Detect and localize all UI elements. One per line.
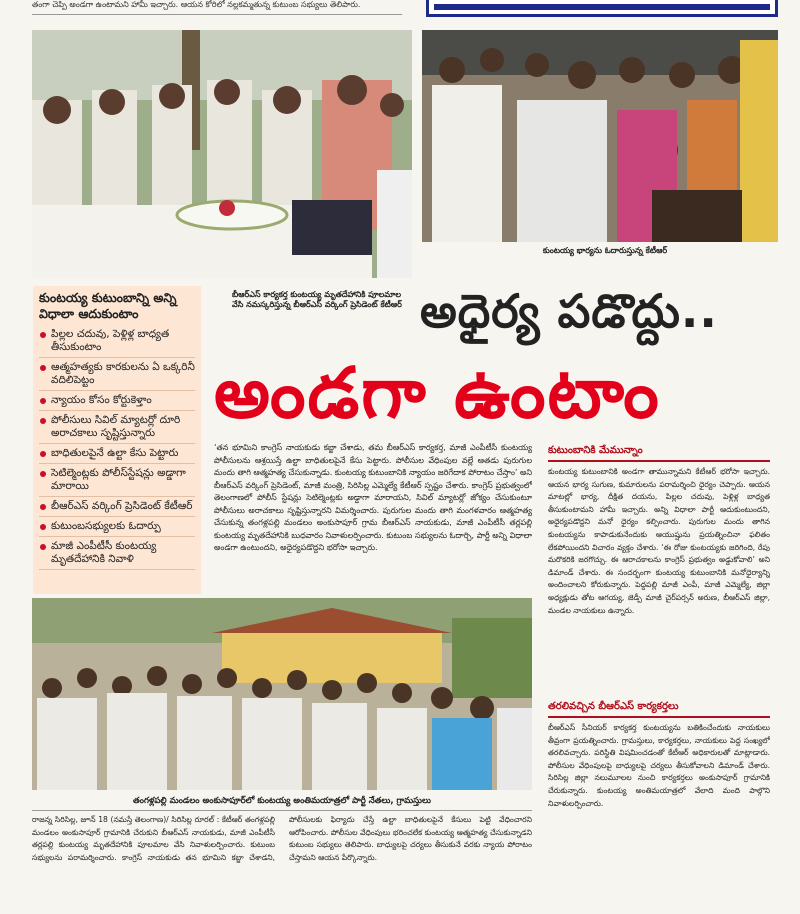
list-item: మాజీ ఎంపీటీసీ కుంటయ్య మృతదేహానికి నివాళి [39,540,195,570]
headline-line2: అండగా ఉంటాం [214,352,661,434]
photo-funeral-procession [32,598,532,790]
list-item: సెటిల్మెంట్లకు పోలీస్‌స్టేషన్లు అడ్డాగా మారాయి [39,467,195,497]
body-workers: బీఆర్ఎస్ సీనియర్ కార్యకర్త కుంటయ్యను బతికించేందుకు నాయకులు తీవ్రంగా ప్రయత్నించారు. గ్రామస్తులు, కార్యకర్తలు, నాయకులు పెద్ద సంఖ్యలో తరలివచ్చారు. పరిస్థితి విషమించడంతో కేటీఆర్ అధికారులతో మాట్లాడారు. పోలీసుల వేధింపులపై బాధ్యులపై చర్యలు తీసుకోవాలని డిమాండ్ చేశారు. సిరిసిల్ల జిల్లా నలుమూలల నుంచి కార్యకర్తలు అంకుసాపూర్ గ్రామానికి చేరుకున్నారు. కుంటయ్య అంతిమయాత్రలో వేలాది మంది పాల్గొని నివాళులర్పించారు. [548,723,770,808]
top-strip-text: తంగా చెప్పి అండగా ఉంటామని హామీ ఇచ్చారు. ఆయన కోరిలో నల్లకమ్మతున్న కుటుంబ సభ్యులు తెలిపారు. [32,0,361,9]
highlights-box [33,286,201,594]
lead-paragraph: ‘తన భూమిని కాంగ్రెస్ నాయకుడు కబ్జా చేశాడు, తమ బీఆర్ఎస్ కార్యకర్త, మాజీ ఎంపీటీసీ కుంటయ్య పోలీసులను ఆశ్రయిస్తే ఉల్టా బాధితులపైనే కేసు పెట్టారు. పోలీసుల వేధింపుల వల్లే ఆతడు పురుగుల మందు తాగి ఆత్మహత్య చేసుకున్నాడు. కుంటయ్య కుటుంబానికి న్యాయం జరిగేదాక పోరాటం చేస్తాం’ అని బీఆర్ఎస్ వర్కింగ్ ప్రెసిడెంట్, మాజీ మంత్రి, సిరిసిల్ల ఎమ్మెల్యే కేటీఆర్ స్పష్టం చేశారు. కాంగ్రెస్ ప్రభుత్వంలో తెలంగాణలో పోలీస్ స్టేషన్లు సెటిల్మెంట్లకు అడ్డాగా మారాయని, సివిల్ మ్యాటర్లో జోక్యం చేసుకుంటూ పోలీసులు అరాచకాలు సృష్టిస్తున్నారని విమర్శించారు. పురుగుల మందు తాగి మంగళవారం ఆత్మహత్య చేసుకున్న తంగళ్లపల్లి మండలం అంకుసాపూర్ గ్రామ బీఆర్ఎస్ నాయకుడు, మాజీ ఎంపీటీసీ తర్లపల్లి కుంటయ్య మృతదేహానికి బుధవారం నివాళులర్పించారు. కుటుంబ సభ్యులను ఓదార్చి, పార్టీ అన్ని విధాలా అండగా ఉంటుందని, అధైర్యపడొద్దని భరోసా ఇచ్చారు. [214,443,532,552]
divider [32,14,402,15]
body-family: కుంటయ్య కుటుంబానికి అండగా తామున్నామని కేటీఆర్ భరోసా ఇచ్చారు. ఆయన భార్య సుగుణ, కుమారులను పరామర్శించి ధైర్యం చెప్పారు. ఆయన మాటల్లో భార్య, దీక్షిత దయను, పిల్లల చదువు, పెళ్లిళ్ల బాధ్యత తీసుకుంటామని హామీ ఇచ్చారు. అన్ని విధాలా పార్టీ ఆదుకుంటుందని, అధైర్యపడొద్దని మనో ధైర్యం కల్పించారు. పురుగుల మందు తాగిన కుంటయ్యను కాపాడుకునేందుకు ఆయుష్షును ప్రయత్నించినా ఫలితం లేకపోయిందని విచారం వ్యక్తం చేశారు. ‘ఈ రోజు కుంటయ్యకు జరిగింది, రేపు మరొకరికి జరగొచ్చు. ఈ ఆరాచకాలను కాంగ్రెస్ ప్రభుత్వం అడ్డుకోవాలి’ అని డిమాండ్ చేశారు. ఈ సందర్భంగా కుంటయ్య కుటుంబానికి మనోధైర్యాన్ని అందించాలని కోరుకున్నారు. పెద్దపల్లి మాజీ ఎంపీ, మాజీ ఎమ్మెల్యే, జిల్లా అధ్యక్షుడు తోట ఆగయ్య, జెడ్పీ మాజీ చైర్‌పర్సన్ అరుణ, బీఆర్ఎస్ జిల్లా, మండల నాయకులు ఉన్నారు. [548,467,770,615]
photo-consoling [422,30,778,242]
list-item: పోలీసులు సివిల్ మ్యాటర్లో దూరి అరాచకాలు సృష్టిస్తున్నారు [39,414,195,444]
photo-tribute [32,30,412,278]
highlights-list [39,328,195,570]
subhead-family: కుటుంబానికి మేమున్నాం [548,444,770,462]
subhead-workers: తరలివచ్చిన బీఆర్ఎస్ కార్యకర్తలు [548,700,770,718]
bottom-article-text: రాజన్న సిరిసిల్ల, జూన్ 18 (నమస్తే తెలంగాణ)/ సిరిసిల్ల రూరల్ : కేటీఆర్ తంగళ్లపల్లి మండలం అంకుసాపూర్ గ్రామానికి చేరుకుని బీఆర్ఎస్ నాయకుడు, మాజీ ఎంపీటీసీ తర్లపల్లి కుంటయ్య మృతదేహానికి పూలమాల వేసి నివాళులర్పించారు. కుటుంబ సభ్యులను పరామర్శించారు. కాంగ్రెస్ నాయకుడు తన భూమిని కబ్జా చేశాడని, పోలీసులకు ఫిర్యాదు చేస్తే ఉల్టా బాధితులపైనే కేసులు పెట్టి వేధించారని ఆరోపించారు. పోలీసుల వేధింపులు భరించలేక కుంటయ్య ఆత్మహత్య చేసుకున్నాడని కుటుంబ సభ్యులు తెలిపారు. బాధ్యులపై చర్యలు తీసుకునే వరకు న్యాయ పోరాటం చేస్తామని ఆయన పేర్కొన్నారు. [32,815,532,862]
list-item: కుటుంబసభ్యులకు ఓదార్పు [39,520,195,537]
list-item: న్యాయం కోసం కోర్టుకెళ్తాం [39,394,195,411]
photo-caption-funeral: తంగళ్లపల్లి మండలం అంకుసాపూర్‌లో కుంటయ్య అంతిమయాత్రలో పార్టీ నేతలు, గ్రామస్తులు [133,796,431,806]
highlights-title: కుంటయ్య కుటుంబాన్ని అన్ని విధాలా ఆదుకుంటాం [39,290,177,321]
divider [32,810,532,811]
list-item: ఆత్మహత్యకు కారకులను ఏ ఒక్కరినీ వదిలిపెట్టం [39,361,195,391]
photo-caption-tribute: బీఆర్ఎస్ కార్యకర్త కుంటయ్య మృతదేహానికి పూలమాల వేసి నమస్కరిస్తున్న బీఆర్ఎస్ వర్కింగ్ ప్రెసిడెంట్ కేటీఆర్ [232,290,402,309]
headline-line1: అధైర్య పడొద్దు.. [420,284,718,338]
masthead-bar [434,4,770,10]
list-item: బీఆర్ఎస్ వర్కింగ్ ప్రెసిడెంట్ కేటీఆర్ [39,500,195,517]
right-column [548,444,770,906]
list-item: బాధితులపైనే ఉల్టా కేసు పెట్టారు [39,447,195,464]
photo-caption-consoling: కుంటయ్య భార్యను ఓదారుస్తున్న కేటీఆర్ [542,246,668,255]
list-item: పిల్లల చదువు, పెళ్లిళ్ల బాధ్యత తీసుకుంటాం [39,328,195,358]
